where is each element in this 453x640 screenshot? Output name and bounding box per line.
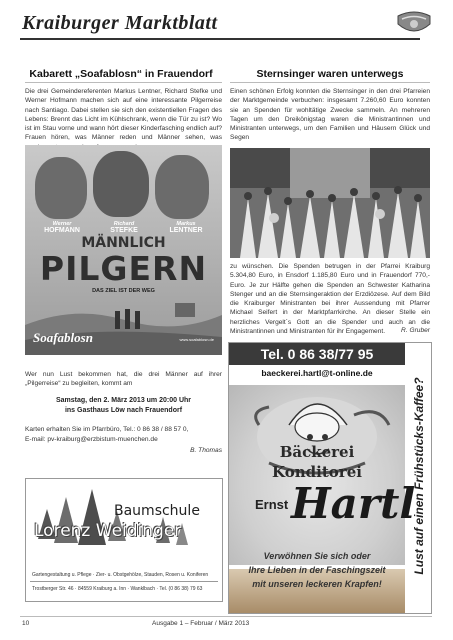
- poster-name: Markus LENTNER: [169, 221, 203, 234]
- bakery-advert: [228, 342, 432, 614]
- nursery-name: Lorenz Weidinger: [34, 521, 182, 541]
- sternsinger-article: [230, 68, 430, 80]
- bakery-slogan-2: Ihre Lieben in der Faschingszeit: [248, 565, 386, 575]
- bakery-phone: Tel. 0 86 38/77 95: [229, 343, 405, 365]
- kabarett-article: [25, 68, 217, 80]
- nursery-divider: [30, 581, 218, 582]
- sternsinger-title: Sternsinger waren unterwegs: [256, 68, 404, 80]
- poster-title: PILGERN: [39, 249, 208, 288]
- bakery-line-2: Konditorei: [272, 463, 362, 481]
- event-date: Samstag, den 2. März 2013 um 20:00 Uhr: [56, 397, 191, 404]
- kabarett-poster: [25, 145, 222, 355]
- poster-logo: Soafablosn: [33, 330, 93, 345]
- bakery-owner-first-name: Ernst: [255, 497, 289, 512]
- poster-landscape: [25, 295, 222, 355]
- performer-photo: [155, 155, 209, 219]
- kabarett-title: Kabarett „Soafablosn“ in Frauendorf: [29, 68, 213, 80]
- issue-info: Ausgabe 1 – Februar / März 2013: [152, 620, 250, 627]
- performer-photo: [35, 157, 87, 219]
- contact-email[interactable]: E-mail: pv-kraiburg@erzbistum-muenchen.de: [25, 436, 158, 443]
- nursery-services: Gartengestaltung u. Pflege · Zier- u. Obstgehölze, Stauden, Rosen u. Koniferen: [32, 572, 209, 578]
- bakery-line-1: Bäckerei: [279, 443, 355, 461]
- poster-website: www.soafablosn.de: [179, 337, 214, 342]
- bakery-side-banner: [407, 343, 431, 613]
- masthead-rule: [20, 38, 420, 40]
- coat-of-arms-icon: [396, 10, 432, 36]
- poster-title-small: MÄNNLICH: [81, 235, 166, 251]
- bakery-side-text: Lust auf einen Frühstücks-Kaffee?: [412, 377, 426, 575]
- page-number: 10: [22, 620, 30, 627]
- footer-rule: [20, 616, 432, 617]
- sternsinger-body-1: Einen schönen Erfolg konnten die Sternsinger in den drei Pfarreien der Marktgemeinde verbuchen: insgesamt 7.260,60 Euro konnten sie an Spenden für wohltätige Zwecke sammeln. An mehreren Tagen um den Dreikönigstag waren die Ministrantinnen und Ministranten unterwegs, um den Familien und Häusern Glück und Segen: [230, 88, 430, 142]
- bakery-owner-last-name: Hartl: [291, 479, 416, 528]
- masthead-title: Kraiburger Marktblatt: [22, 12, 218, 34]
- bakery-slogan-1: Verwöhnen Sie sich oder: [263, 551, 371, 561]
- sternsinger-author: R. Gruber: [401, 327, 430, 334]
- kabarett-author: B. Thomas: [190, 447, 222, 454]
- kabarett-invite: Wer nun Lust bekommen hat, die drei Männer auf ihrer „Pilgerreise“ zu begleiten, kommt am: [25, 371, 222, 388]
- masthead: [20, 8, 420, 40]
- nursery-address: Trostberger Str. 46 · 84559 Kraiburg a. Inn · Wanklbach · Tel. (0 86 38) 79 63: [32, 586, 203, 592]
- poster-name: Werner HOFMANN: [44, 221, 80, 234]
- kabarett-body: Die drei Gemeindereferenten Markus Lentner, Richard Stefke und Werner Hofmann machen sich auf eine interessante Pilgerreise nach Santiago. Dabei stellen sie sich den existentiellen Fragen des Lebens: Brennt das Licht im Kühlschrank, wenn die Tür zu ist? Wo ist im Stau vorne und wann hört dieser Kinderfasching endlich auf? Frauen hören, was Männer reden und Männer sehen, was: [25, 88, 222, 142]
- nursery-advert: [25, 478, 223, 602]
- ticket-info: Karten erhalten Sie im Pfarrbüro, Tel.: 0 86 38 / 88 57 0,: [25, 426, 189, 433]
- event-place: ins Gasthaus Löw nach Frauendorf: [64, 407, 183, 414]
- bakery-slogan-3: mit unseren leckeren Krapfen!: [252, 579, 382, 589]
- sternsinger-body-2: zu wünschen. Die Spenden betrugen in der Pfarrei Kraiburg 5.304,80 Euro, in Ensdorf 1.185,80 Euro und in Frauendorf 770,- Euro. Je zur Hälfte gehen die Spenden an Schwester Katharina Stenger und an die Sternsingeraktion der Erzdiözese. Auf dem Bild die Kraiburger Ministranten bei ihrer Aussendung mit Pfarrer Michael Seifert in der Marktpfarrkirche. An dieser Stelle ein herzliches Vergelt´s Gott an die Spender und auch an die Ministrantinnen und Ministranten für ihr Engagement.: [230, 263, 430, 336]
- poster-tagline: DAS ZIEL IST DER WEG: [92, 288, 155, 294]
- performer-photo: [93, 151, 149, 217]
- nursery-title: Baumschule: [114, 503, 200, 519]
- poster-name: Richard STEFKE: [110, 221, 138, 234]
- kabarett-rule: [25, 82, 222, 83]
- sternsinger-photo: [230, 148, 430, 258]
- bakery-email[interactable]: baeckerei.hartl@t-online.de: [261, 368, 373, 378]
- sternsinger-rule: [230, 82, 430, 83]
